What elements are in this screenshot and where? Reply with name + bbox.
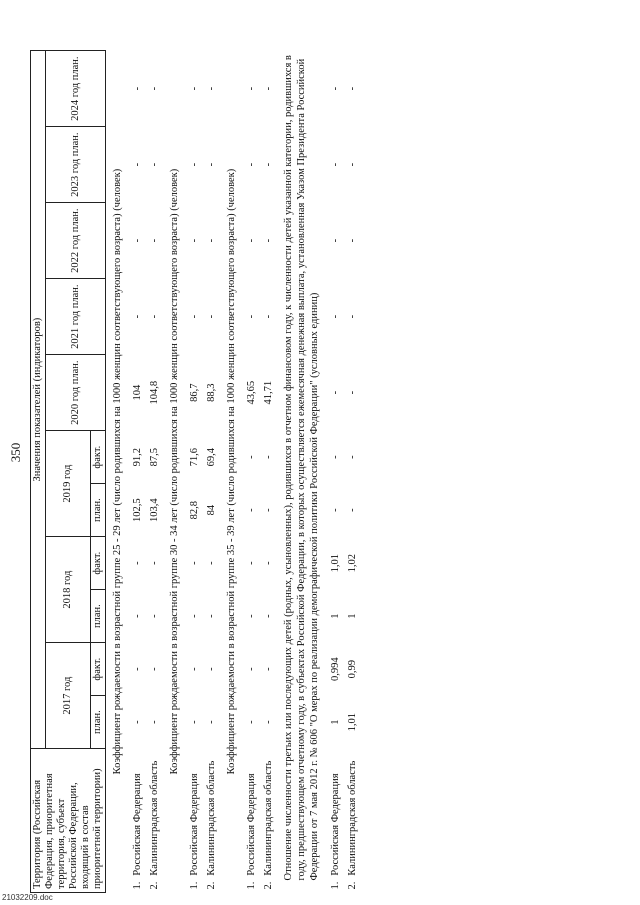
- value-cell: -: [330, 238, 342, 243]
- fact-header: факт.: [91, 537, 106, 590]
- row-number: 2.: [206, 881, 218, 890]
- row-number: 1.: [132, 881, 144, 890]
- value-cell: -: [246, 561, 258, 565]
- value-cell: -: [132, 720, 144, 724]
- table-row: [327, 51, 344, 893]
- territory-header: Территория (Российская Федерация, приоритетная территория, субъект Российской Федерации, входящий в состав приоритетной территории): [31, 749, 106, 893]
- table-row: [146, 51, 163, 893]
- value-cell: -: [206, 86, 218, 91]
- value-cell: -: [330, 508, 342, 512]
- row-number: 1.: [189, 881, 201, 890]
- value-cell: -: [263, 720, 275, 724]
- value-cell: -: [330, 314, 342, 319]
- year-2018-header: 2018 год: [46, 537, 91, 643]
- value-cell: 1: [347, 613, 359, 619]
- value-cell: -: [246, 314, 258, 319]
- value-cell: 0,994: [330, 657, 342, 681]
- plan-header: план.: [91, 696, 106, 749]
- value-cell: -: [189, 162, 201, 167]
- section-title: Коэффициент рождаемости в возрастной группе 35 - 39 лет (число родившихся на 1000 женщин соответствующего возраста) (человек): [226, 168, 238, 775]
- territory-name: Российская Федерация: [189, 773, 201, 876]
- value-cell: 1,02: [347, 553, 359, 573]
- value-cell: -: [246, 455, 258, 459]
- value-cell: -: [246, 667, 258, 671]
- value-cell: -: [149, 720, 161, 724]
- value-cell: -: [149, 162, 161, 167]
- value-cell: -: [189, 614, 201, 618]
- value-cell: -: [347, 390, 359, 395]
- value-cell: 104,8: [149, 380, 161, 405]
- section-title: Отношение численности третьих или последующих детей (родных, усыновленных), родившихся в отчетном финансовом году, к численности детей указанной категории, родившихся в году, предшествующем отчетному году, в субъектах Российской Федерации, в которых осуществляется ежемесячная денежная выплата, установленная Указом Президента Российской Федерации от 7 мая 2012 г. № 606 "О мерах по реализации демографической политики Российской Федерации" (условных единиц): [283, 55, 320, 881]
- value-cell: -: [347, 162, 359, 167]
- value-cell: -: [132, 314, 144, 319]
- section-title: Коэффициент рождаемости в возрастной группе 30 - 34 лет (число родившихся на 1000 женщин соответствующего возраста) (человек): [169, 168, 181, 775]
- file-code: 21032209.doc: [2, 893, 53, 902]
- value-cell: -: [347, 455, 359, 459]
- values-header: Значения показателей (индикаторов): [31, 51, 46, 749]
- value-cell: -: [149, 667, 161, 671]
- table-row: [186, 51, 203, 893]
- value-cell: -: [206, 561, 218, 565]
- value-cell: -: [246, 614, 258, 618]
- territory-name: Калининградская область: [206, 760, 218, 876]
- value-cell: -: [263, 238, 275, 243]
- value-cell: 1,01: [330, 553, 342, 573]
- year-2020-header: 2020 год план.: [46, 355, 106, 431]
- section-title: Коэффициент рождаемости в возрастной группе 25 - 29 лет (число родившихся на 1000 женщин соответствующего возраста) (человек): [112, 168, 124, 775]
- value-cell: -: [132, 614, 144, 618]
- value-cell: -: [330, 390, 342, 395]
- value-cell: -: [149, 561, 161, 565]
- value-cell: -: [347, 86, 359, 91]
- value-cell: -: [330, 86, 342, 91]
- fact-header: факт.: [91, 643, 106, 696]
- plan-header: план.: [91, 590, 106, 643]
- value-cell: -: [132, 667, 144, 671]
- section-title-row: [277, 51, 327, 893]
- value-cell: -: [132, 238, 144, 243]
- value-cell: 71,6: [189, 447, 201, 467]
- value-cell: 88,3: [206, 383, 218, 402]
- value-cell: -: [206, 162, 218, 167]
- value-cell: 103,4: [149, 498, 161, 522]
- table-body: [106, 51, 361, 893]
- value-cell: 91,2: [132, 447, 144, 467]
- section-title-row: [220, 51, 243, 893]
- value-cell: -: [149, 614, 161, 618]
- year-2021-header: 2021 год план.: [46, 279, 106, 355]
- value-cell: 1,01: [347, 712, 359, 732]
- value-cell: -: [206, 614, 218, 618]
- year-2019-header: 2019 год: [46, 431, 91, 537]
- value-cell: -: [246, 162, 258, 167]
- value-cell: -: [263, 86, 275, 91]
- value-cell: 86,7: [189, 383, 201, 402]
- value-cell: -: [263, 162, 275, 167]
- indicators-table: [30, 50, 361, 893]
- table-row: [243, 51, 260, 893]
- plan-header: план.: [91, 484, 106, 537]
- value-cell: -: [263, 314, 275, 319]
- table-row: [260, 51, 277, 893]
- value-cell: -: [263, 455, 275, 459]
- value-cell: -: [189, 561, 201, 565]
- value-cell: -: [189, 720, 201, 724]
- value-cell: -: [206, 314, 218, 319]
- value-cell: -: [149, 238, 161, 243]
- value-cell: -: [189, 314, 201, 319]
- value-cell: -: [132, 86, 144, 91]
- value-cell: -: [206, 667, 218, 671]
- value-cell: -: [263, 561, 275, 565]
- row-number: 2.: [347, 881, 359, 890]
- value-cell: 0,99: [347, 659, 359, 679]
- value-cell: 69,4: [206, 447, 218, 467]
- year-2017-header: 2017 год: [46, 643, 91, 749]
- value-cell: -: [246, 86, 258, 91]
- value-cell: 41,71: [263, 380, 275, 405]
- fact-header: факт.: [91, 431, 106, 484]
- section-title-row: [106, 51, 130, 893]
- row-number: 1.: [246, 881, 258, 890]
- section-title-row: [163, 51, 186, 893]
- territory-name: Калининградская область: [263, 760, 275, 876]
- value-cell: -: [189, 238, 201, 243]
- value-cell: -: [246, 508, 258, 512]
- year-2024-header: 2024 год план.: [46, 51, 106, 127]
- value-cell: -: [330, 455, 342, 459]
- value-cell: -: [149, 86, 161, 91]
- table-row: [129, 51, 146, 893]
- territory-name: Калининградская область: [149, 760, 161, 876]
- territory-name: Российская Федерация: [330, 773, 342, 876]
- value-cell: -: [347, 508, 359, 512]
- territory-name: Российская Федерация: [132, 773, 144, 876]
- value-cell: 82,8: [189, 500, 201, 520]
- row-number: 1.: [330, 881, 342, 890]
- value-cell: 84: [206, 504, 218, 516]
- value-cell: -: [189, 667, 201, 671]
- value-cell: -: [263, 614, 275, 618]
- value-cell: -: [246, 720, 258, 724]
- year-2022-header: 2022 год план.: [46, 203, 106, 279]
- territory-name: Калининградская область: [347, 760, 359, 876]
- value-cell: -: [263, 667, 275, 671]
- value-cell: -: [347, 238, 359, 243]
- value-cell: -: [246, 238, 258, 243]
- value-cell: -: [189, 86, 201, 91]
- value-cell: -: [347, 314, 359, 319]
- value-cell: -: [206, 238, 218, 243]
- page-number: 350: [8, 442, 23, 463]
- row-number: 2.: [263, 881, 275, 890]
- value-cell: 104: [132, 384, 144, 401]
- value-cell: -: [132, 561, 144, 565]
- row-number: 2.: [149, 881, 161, 890]
- value-cell: 87,5: [149, 447, 161, 467]
- value-cell: -: [149, 314, 161, 319]
- value-cell: 1: [330, 613, 342, 619]
- value-cell: -: [330, 162, 342, 167]
- value-cell: -: [263, 508, 275, 512]
- table-row: [344, 51, 361, 893]
- table-row: [203, 51, 220, 893]
- year-2023-header: 2023 год план.: [46, 127, 106, 203]
- value-cell: -: [206, 720, 218, 724]
- value-cell: 43,65: [246, 380, 258, 405]
- territory-name: Российская Федерация: [246, 773, 258, 876]
- value-cell: -: [132, 162, 144, 167]
- value-cell: 102,5: [132, 498, 144, 522]
- value-cell: 1: [330, 719, 342, 725]
